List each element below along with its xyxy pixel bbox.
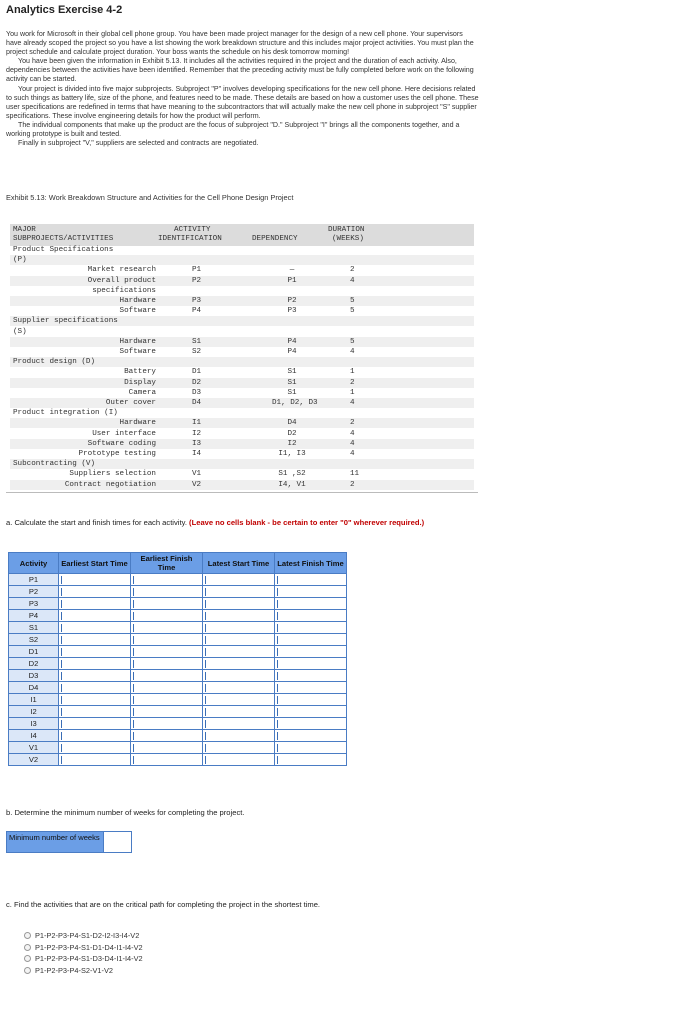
wbs-dependency: D2 <box>287 429 297 438</box>
latest-finish-input[interactable] <box>275 718 347 730</box>
table-row <box>9 658 347 670</box>
earliest-start-input[interactable] <box>59 682 131 694</box>
wbs-dependency: I4, V1 <box>278 480 306 489</box>
earliest-finish-input[interactable] <box>131 634 203 646</box>
wbs-duration: 5 <box>350 307 355 316</box>
wbs-table-header <box>10 224 474 246</box>
activity-label: V2 <box>9 754 59 766</box>
latest-start-input[interactable] <box>203 646 275 658</box>
wbs-activity-name: Outer cover <box>105 399 156 407</box>
earliest-start-input[interactable] <box>59 706 131 718</box>
option-1[interactable] <box>24 930 143 942</box>
wbs-activity-id: V2 <box>192 480 202 489</box>
wbs-activity-name: Battery <box>124 368 156 377</box>
wbs-dependency: P1 <box>287 276 297 285</box>
wbs-activity-id: P4 <box>192 307 202 316</box>
latest-finish-input[interactable] <box>275 658 347 670</box>
latest-start-input[interactable] <box>203 598 275 610</box>
wbs-row <box>10 439 474 449</box>
intro-paragraph: Finally in subproject "V," suppliers are selected and contracts are negotiated. <box>18 139 259 148</box>
latest-finish-input[interactable] <box>275 682 347 694</box>
col-latest-start: Latest Start Time <box>203 553 275 574</box>
wbs-activity-name: User interface <box>92 429 156 438</box>
wbs-activity-name: Prototype testing <box>78 450 156 458</box>
earliest-start-input[interactable] <box>59 658 131 670</box>
min-weeks-label: Minimum number of weeks <box>7 832 103 852</box>
earliest-finish-input[interactable] <box>131 742 203 754</box>
wbs-duration: 2 <box>350 480 355 489</box>
wbs-dependency: I2 <box>287 439 297 448</box>
wbs-duration: 2 <box>350 378 355 387</box>
wbs-activity-name: Overall product <box>87 276 156 285</box>
table-row <box>9 610 347 622</box>
wbs-row <box>10 347 474 357</box>
latest-finish-input[interactable] <box>275 634 347 646</box>
activity-label: D3 <box>9 670 59 682</box>
latest-finish-input[interactable] <box>275 670 347 682</box>
earliest-start-input[interactable] <box>59 610 131 622</box>
activity-label: S1 <box>9 622 59 634</box>
earliest-finish-input[interactable] <box>131 610 203 622</box>
question-a <box>6 518 476 528</box>
wbs-activity-id: D3 <box>192 388 202 397</box>
activity-label: S2 <box>9 634 59 646</box>
table-row <box>9 646 347 658</box>
wbs-activity-name: Hardware <box>119 337 156 346</box>
wbs-duration: 4 <box>350 439 355 448</box>
radio-button[interactable] <box>24 967 31 974</box>
wbs-row <box>10 367 474 377</box>
activity-label: V1 <box>9 742 59 754</box>
earliest-start-input[interactable] <box>59 694 131 706</box>
min-weeks-input[interactable] <box>103 832 131 852</box>
earliest-start-input[interactable] <box>59 598 131 610</box>
wbs-duration: 5 <box>350 297 355 305</box>
activity-label: P3 <box>9 598 59 610</box>
latest-start-input[interactable] <box>203 670 275 682</box>
latest-start-input[interactable] <box>203 718 275 730</box>
earliest-finish-input[interactable] <box>131 622 203 634</box>
activity-label: I2 <box>9 706 59 718</box>
intro-text <box>6 30 480 148</box>
table-row <box>9 574 347 586</box>
option-label: P1-P2-P3-P4-S2-V1-V2 <box>35 965 114 975</box>
wbs-activity-id: P2 <box>192 276 202 285</box>
latest-start-input[interactable] <box>203 622 275 634</box>
wbs-row <box>10 429 474 439</box>
wbs-activity-id: D2 <box>192 378 202 387</box>
wbs-activity-name: Hardware <box>119 297 156 305</box>
activity-label: I3 <box>9 718 59 730</box>
earliest-start-input[interactable] <box>59 574 131 586</box>
min-weeks-field <box>6 831 132 853</box>
latest-finish-input[interactable] <box>275 694 347 706</box>
table-row <box>9 718 347 730</box>
latest-finish-input[interactable] <box>275 706 347 718</box>
wbs-row <box>10 398 474 408</box>
wbs-dependency: S1 <box>287 388 297 397</box>
wbs-duration: 4 <box>350 399 355 407</box>
latest-finish-input[interactable] <box>275 646 347 658</box>
wbs-row <box>10 388 474 398</box>
option-4[interactable] <box>24 965 143 977</box>
wbs-row <box>10 286 474 296</box>
earliest-start-input[interactable] <box>59 646 131 658</box>
col-activity: Activity <box>9 553 59 574</box>
wbs-activity-name: (S) <box>13 327 27 336</box>
latest-finish-input[interactable] <box>275 610 347 622</box>
latest-finish-input[interactable] <box>275 622 347 634</box>
wbs-activity-id: V1 <box>192 470 202 479</box>
wbs-activity-id: I4 <box>192 450 202 458</box>
latest-start-input[interactable] <box>203 658 275 670</box>
wbs-activity-name: Product Specifications <box>13 246 114 254</box>
exhibit-title: Exhibit 5.13: Work Breakdown Structure and Activities for the Cell Phone Design Project <box>6 193 294 202</box>
latest-finish-input[interactable] <box>275 730 347 742</box>
activity-label: P2 <box>9 586 59 598</box>
earliest-finish-input[interactable] <box>131 730 203 742</box>
header-dependency: DEPENDENCY <box>252 235 298 243</box>
option-3[interactable] <box>24 953 143 965</box>
times-table <box>8 552 347 766</box>
wbs-dependency: D4 <box>287 419 297 428</box>
wbs-row <box>10 327 474 337</box>
option-label: P1-P2-P3-P4-S1-D3-D4-I1-I4-V2 <box>35 954 143 964</box>
table-row <box>9 598 347 610</box>
earliest-finish-input[interactable] <box>131 586 203 598</box>
wbs-row <box>10 245 474 255</box>
wbs-activity-name: Display <box>124 378 156 387</box>
earliest-start-input[interactable] <box>59 730 131 742</box>
earliest-finish-input[interactable] <box>131 694 203 706</box>
activity-label: P1 <box>9 574 59 586</box>
table-row <box>9 622 347 634</box>
option-2[interactable] <box>24 942 143 954</box>
page-title: Analytics Exercise 4-2 <box>6 4 123 16</box>
critical-path-options <box>24 930 143 976</box>
latest-finish-input[interactable] <box>275 574 347 586</box>
table-row <box>9 730 347 742</box>
earliest-finish-input[interactable] <box>131 598 203 610</box>
wbs-activity-name: Software <box>119 348 156 356</box>
earliest-start-input[interactable] <box>59 718 131 730</box>
earliest-finish-input[interactable] <box>131 682 203 694</box>
wbs-activity-id: S2 <box>192 348 202 356</box>
option-label: P1-P2-P3-P4-S1-D1-D4-I1-I4-V2 <box>35 942 143 952</box>
latest-finish-input[interactable] <box>275 598 347 610</box>
wbs-row <box>10 408 474 418</box>
earliest-start-input[interactable] <box>59 742 131 754</box>
intro-paragraph: The individual components that make up the product are the focus of subproject "D." Subproject "I" brings all the components together, and a working prototype is built and tested. <box>6 120 460 139</box>
header-activity: ACTIVITY <box>174 226 211 234</box>
latest-start-input[interactable] <box>203 694 275 706</box>
activity-label: P4 <box>9 610 59 622</box>
wbs-activity-name: Product design (D) <box>13 358 96 367</box>
wbs-activity-id: I3 <box>192 439 202 448</box>
earliest-finish-input[interactable] <box>131 658 203 670</box>
latest-start-input[interactable] <box>203 574 275 586</box>
wbs-activity-name: Camera <box>128 388 156 397</box>
latest-start-input[interactable] <box>203 586 275 598</box>
wbs-row <box>10 449 474 459</box>
intro-paragraph: You work for Microsoft in their global cell phone group. You have been made project manager for the design of a new cell phone. Your supervisors have already scoped the project so you have a list showing the work breakdown structure and this includes major project activities. You must plan the project schedule and calculate project duration. Your boss wants the schedule on his desk tomorrow morning! <box>6 30 474 57</box>
col-earliest-finish: Earliest Finish Time <box>131 553 203 574</box>
question-b: b. Determine the minimum number of weeks for completing the project. <box>6 808 245 817</box>
wbs-activity-name: Supplier specifications <box>13 317 118 326</box>
wbs-row <box>10 357 474 367</box>
option-label: P1-P2-P3-P4-S1-D2-I2-I3-I4-V2 <box>35 931 140 941</box>
divider <box>6 492 478 493</box>
wbs-duration: 1 <box>350 388 355 397</box>
wbs-dependency: D1, D2, D3 <box>272 399 318 407</box>
wbs-activity-id: I1 <box>192 419 202 428</box>
wbs-activity-name: Software <box>119 307 156 316</box>
wbs-activity-id: S1 <box>192 337 202 346</box>
earliest-start-input[interactable] <box>59 634 131 646</box>
wbs-row <box>10 316 474 326</box>
wbs-activity-name: (P) <box>13 256 27 265</box>
table-row <box>9 754 347 766</box>
wbs-activity-id: I2 <box>192 429 202 438</box>
table-row <box>9 682 347 694</box>
wbs-row <box>10 255 474 265</box>
activity-label: I1 <box>9 694 59 706</box>
wbs-row <box>10 337 474 347</box>
radio-button[interactable] <box>24 955 31 962</box>
wbs-duration: 11 <box>350 470 360 479</box>
table-row <box>9 586 347 598</box>
intro-paragraph: You have been given the information in Exhibit 5.13. It includes all the activities required in the project and the duration of each activity. Also, dependencies between the activities have been identified. Remember that the preceding activity must be fully completed before work on the following activity can be started. <box>6 57 474 84</box>
wbs-duration: 5 <box>350 337 355 346</box>
wbs-dependency: P4 <box>287 348 297 356</box>
wbs-activity-name: Hardware <box>119 419 156 428</box>
wbs-activity-name: specifications <box>92 286 156 295</box>
activity-label: D4 <box>9 682 59 694</box>
wbs-dependency: P2 <box>287 297 297 305</box>
wbs-activity-name: Software coding <box>87 439 156 448</box>
wbs-row <box>10 265 474 275</box>
wbs-dependency: P3 <box>287 307 297 316</box>
earliest-start-input[interactable] <box>59 670 131 682</box>
wbs-duration: 4 <box>350 450 355 458</box>
earliest-finish-input[interactable] <box>131 574 203 586</box>
wbs-row <box>10 378 474 388</box>
wbs-activity-name: Product integration (I) <box>13 409 118 418</box>
question-c: c. Find the activities that are on the critical path for completing the project in the shortest time. <box>6 900 321 909</box>
latest-start-input[interactable] <box>203 634 275 646</box>
header-duration: DURATION <box>328 226 365 234</box>
header-subprojects: SUBPROJECTS/ACTIVITIES <box>13 235 114 243</box>
header-weeks: (WEEKS) <box>332 235 364 243</box>
wbs-activity-name: Suppliers selection <box>69 470 156 479</box>
earliest-finish-input[interactable] <box>131 706 203 718</box>
col-earliest-start: Earliest Start Time <box>59 553 131 574</box>
wbs-row <box>10 306 474 316</box>
wbs-activity-id: D1 <box>192 368 202 377</box>
wbs-row <box>10 418 474 428</box>
latest-finish-input[interactable] <box>275 742 347 754</box>
wbs-activity-name: Contract negotiation <box>64 480 156 489</box>
latest-start-input[interactable] <box>203 610 275 622</box>
wbs-duration: 4 <box>350 276 355 285</box>
wbs-dependency: I1, I3 <box>278 450 306 458</box>
wbs-activity-name: Subcontracting (V) <box>13 460 96 469</box>
earliest-start-input[interactable] <box>59 622 131 634</box>
wbs-duration: 4 <box>350 429 355 438</box>
header-major: MAJOR <box>13 226 36 234</box>
wbs-dependency: S1 ,S2 <box>278 470 306 479</box>
wbs-row <box>10 480 474 490</box>
earliest-finish-input[interactable] <box>131 718 203 730</box>
latest-start-input[interactable] <box>203 706 275 718</box>
latest-start-input[interactable] <box>203 730 275 742</box>
earliest-start-input[interactable] <box>59 586 131 598</box>
wbs-dependency: P4 <box>287 337 297 346</box>
wbs-duration: 2 <box>350 419 355 428</box>
intro-paragraph: Your project is divided into five major subprojects. Subproject "P" involves developing specifications for the new cell phone. Here decisions related to such things as battery life, size of the phone, and features need to be made. These details are based on how a customer uses the cell phone. These user specifications are redefined in terms that have meaning to the subcontractors that will actually make the new cell phone in subproject "S" supplier specifications. These involve engineering details for how the product will perform. <box>6 84 479 120</box>
wbs-activity-id: P3 <box>192 297 202 305</box>
wbs-duration: 2 <box>350 266 355 275</box>
wbs-dependency: S1 <box>287 368 297 377</box>
wbs-row <box>10 469 474 479</box>
wbs-row <box>10 296 474 306</box>
radio-button[interactable] <box>24 944 31 951</box>
wbs-activity-id: D4 <box>192 399 202 407</box>
wbs-row <box>10 276 474 286</box>
earliest-finish-input[interactable] <box>131 646 203 658</box>
latest-finish-input[interactable] <box>275 586 347 598</box>
activity-label: D2 <box>9 658 59 670</box>
earliest-finish-input[interactable] <box>131 670 203 682</box>
earliest-start-input[interactable] <box>59 754 131 766</box>
wbs-dependency: — <box>289 266 295 275</box>
wbs-activity-name: Market research <box>87 266 156 275</box>
latest-start-input[interactable] <box>203 742 275 754</box>
table-row <box>9 634 347 646</box>
table-row <box>9 706 347 718</box>
header-identification: IDENTIFICATION <box>158 235 222 243</box>
wbs-duration: 1 <box>350 368 355 377</box>
activity-label: I4 <box>9 730 59 742</box>
table-row <box>9 670 347 682</box>
earliest-finish-input[interactable] <box>131 754 203 766</box>
wbs-activity-id: P1 <box>192 266 202 275</box>
col-latest-finish: Latest Finish Time <box>275 553 347 574</box>
radio-button[interactable] <box>24 932 31 939</box>
wbs-row <box>10 459 474 469</box>
table-row <box>9 742 347 754</box>
activity-label: D1 <box>9 646 59 658</box>
latest-start-input[interactable] <box>203 754 275 766</box>
question-a-text: a. Calculate the start and finish times for each activity. <box>6 518 190 527</box>
latest-finish-input[interactable] <box>275 754 347 766</box>
table-row <box>9 694 347 706</box>
wbs-dependency: S1 <box>287 378 297 387</box>
question-a-note: (Leave no cells blank - be certain to enter "0" wherever required.) <box>189 518 425 527</box>
latest-start-input[interactable] <box>203 682 275 694</box>
wbs-duration: 4 <box>350 348 355 356</box>
